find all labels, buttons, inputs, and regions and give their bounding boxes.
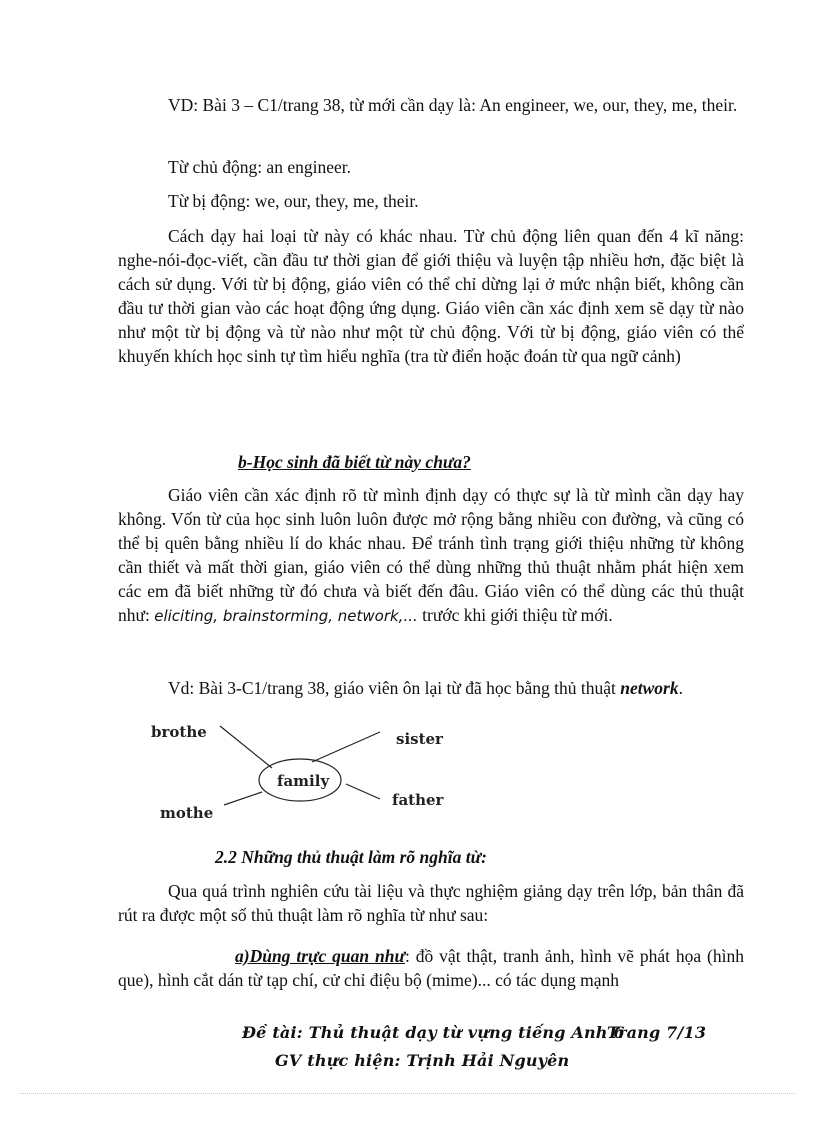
active-words-line: Từ chủ động: an engineer.: [168, 157, 351, 177]
diagram-center-family: family: [277, 772, 330, 790]
diagram-word-brother: brothe: [151, 723, 207, 741]
example-paragraph: VD: Bài 3 – C1/trang 38, từ mới cần dạy là: An engineer, we, our, they, me, their.: [168, 95, 738, 115]
line-brother: [220, 726, 272, 768]
section-2-2-heading: 2.2 Những thủ thuật làm rõ nghĩa từ:: [215, 847, 487, 867]
footer-topic: Đề tài: Thủ thuật dạy từ vựng tiếng Anh 6: [242, 1023, 625, 1042]
footer-teacher: GV thực hiện: Trịnh Hải Nguyên: [275, 1051, 570, 1070]
section-a-text: : đồ vật thật, tranh ảnh, hình vẽ phát họa (hình que), hình cắt dán từ tạp chí, cử chỉ điệu bộ (mime)... có tác dụng mạnh: [118, 946, 744, 990]
diagram-word-father: father: [392, 791, 444, 809]
family-network-diagram: [140, 712, 460, 832]
line-mother: [224, 792, 262, 805]
diagram-word-mother: mothe: [160, 804, 214, 822]
diagram-word-sister: sister: [396, 730, 443, 748]
network-example-text: Vd: Bài 3-C1/trang 38, giáo viên ôn lại từ đã học bằng thủ thuật: [168, 678, 621, 698]
footer-page-number: Trang 7/13: [607, 1023, 707, 1042]
section-b-end: trước khi giới thiệu từ mới.: [417, 605, 613, 625]
section-2-2-paragraph: Qua quá trình nghiên cứu tài liệu và thực nghiệm giảng dạy trên lớp, bản thân đã rút ra được một số thủ thuật làm rõ nghĩa từ như sau:: [118, 881, 744, 925]
section-b-heading: b-Học sinh đã biết từ này chưa?: [238, 452, 471, 472]
line-sister: [312, 732, 380, 762]
section-a-label: a)Dùng trực quan như: [235, 946, 405, 966]
network-example-end: .: [678, 678, 683, 698]
network-word: network: [620, 678, 679, 698]
line-father: [346, 784, 380, 799]
page-bottom-rule: [20, 1093, 796, 1094]
section-a-paragraph: [118, 944, 744, 992]
method-paragraph: Cách dạy hai loại từ này có khác nhau. Từ chủ động liên quan đến 4 kĩ năng: nghe-nói-đọc-viết, cần đầu tư thời gian để giới thiệu và luyện tập nhiều hơn, đặc biệt là cách sử dụng. Với từ bị động, giáo viên có thể chỉ dừng lại ở mức nhận biết, không cần đầu tư thời gian vào các hoạt động ứng dụng. Giáo viên cần xác định xem sẽ dạy từ nào như một từ bị động và từ nào như một từ chủ động. Với từ bị động, giáo viên có thể khuyến khích học sinh tự tìm hiểu nghĩa (tra từ điển hoặc đoán từ qua ngữ cảnh): [118, 226, 744, 366]
section-b-text: Giáo viên cần xác định rõ từ mình định dạy có thực sự là từ mình cần dạy hay không. Vốn từ của học sinh luôn luôn được mở rộng bằng nhiều con đường, và cũng có thể bị quên bằng nhiều lí do khác nhau. Để tránh tình trạng giới thiệu những từ không cần thiết và mất thời gian, giáo viên có thể dùng những thủ thuật nhằm phát hiện xem các em đã biết những từ đó chưa và biết đến đâu. Giáo viên có thể dùng các thủ thuật như:: [118, 485, 744, 625]
techniques-list: eliciting, brainstorming, network,...: [154, 607, 418, 625]
section-b-paragraph: [118, 483, 744, 628]
passive-words-line: Từ bị động: we, our, they, me, their.: [168, 191, 419, 211]
network-example-line: [168, 676, 683, 700]
